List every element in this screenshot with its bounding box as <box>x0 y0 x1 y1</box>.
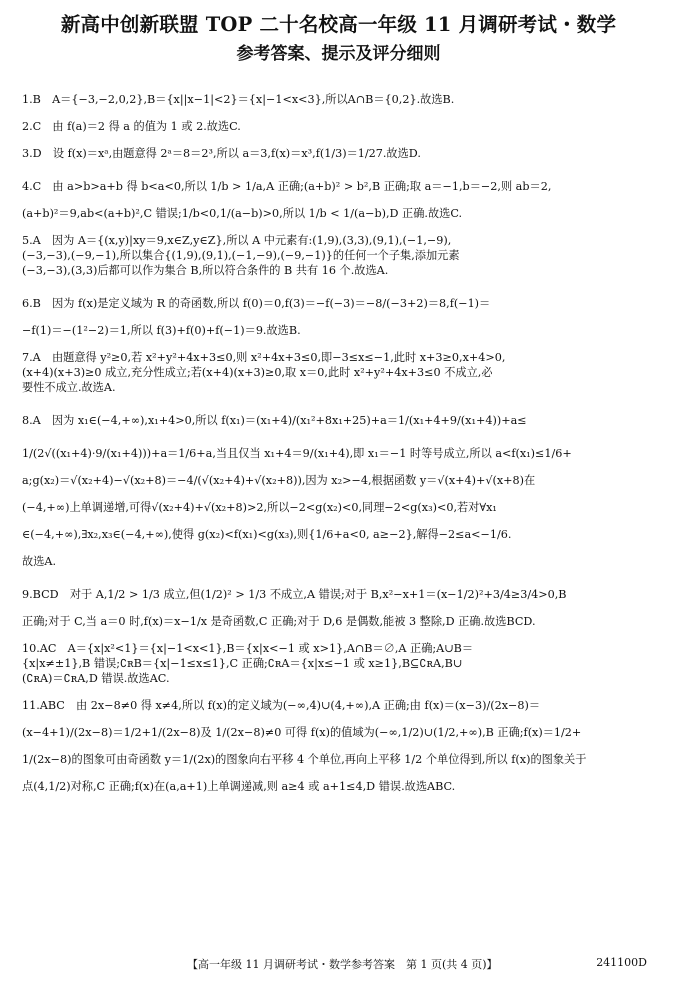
answer-line: 9.BCD 对于 A,1/2 > 1/3 成立,但(1/2)² > 1/3 不成立,A 错误;对于 B,x²−x+1＝(x−1/2)²+3/4≥3/4>0,B <box>22 588 567 601</box>
answer-item <box>22 119 655 134</box>
answer-item <box>22 179 655 221</box>
page-subtitle: 参考答案、提示及评分细则 <box>236 44 441 64</box>
answer-item <box>22 350 655 395</box>
answers-list <box>22 92 655 794</box>
answer-line: 点(4,1/2)对称,C 正确;f(x)在(a,a+1)上单调递减,则 a≥4 或 a+1≤4,D 错误.故选ABC. <box>22 780 456 793</box>
page-title: 新高中创新联盟 TOP 二十名校高一年级 11 月调研考试・数学 <box>60 13 617 36</box>
answer-item <box>22 296 655 338</box>
answer-line: (−4,+∞)上单调递增,可得√(x₂+4)+√(x₂+8)>2,所以−2<g(x₂)<0,同理−2<g(x₃)<0,若对∀x₁ <box>22 501 497 514</box>
answer-line: 要性不成立.故选A. <box>22 381 116 394</box>
answer-line: 7.A 由题意得 y²≥0,若 x²+y²+4x+3≤0,则 x²+4x+3≤0,即−3≤x≤−1,此时 x+3≥0,x+4>0, <box>22 351 506 364</box>
answer-line: −f(1)＝−(1²−2)＝1,所以 f(3)+f(0)+f(−1)＝9.故选B. <box>22 324 301 337</box>
answer-item <box>22 698 655 794</box>
answer-line: 1/(2x−8)的图象可由奇函数 y＝1/(2x)的图象向右平移 4 个单位,再向上平移 1/2 个单位得到,所以 f(x)的图象关于 <box>22 753 587 766</box>
answer-line: (−3,−3),(−9,−1),所以集合{(1,9),(9,1),(−1,−9),(−9,−1)}的任何一个子集,添加元素 <box>22 249 460 262</box>
answer-item <box>22 641 655 686</box>
answer-item <box>22 92 655 107</box>
answer-line: 正确;对于 C,当 a＝0 时,f(x)＝x−1/x 是奇函数,C 正确;对于 D,6 是偶数,能被 3 整除,D 正确.故选BCD. <box>22 615 536 628</box>
answer-item <box>22 146 655 161</box>
answer-line: 11.ABC 由 2x−8≠0 得 x≠4,所以 f(x)的定义域为(−∞,4)∪(4,+∞),A 正确;由 f(x)＝(x−3)/(2x−8)＝ <box>22 699 541 712</box>
answer-line: 5.A 因为 A＝{(x,y)|xy＝9,x∈Z,y∈Z},所以 A 中元素有:(1,9),(3,3),(9,1),(−1,−9), <box>22 234 452 247</box>
answer-line: 3.D 设 f(x)＝xᵃ,由题意得 2ᵃ＝8＝2³,所以 a＝3,f(x)＝x³,f(1/3)＝1/27.故选D. <box>22 147 421 160</box>
answer-line: (x−4+1)/(2x−8)＝1/2+1/(2x−8)及 1/(2x−8)≠0 可得 f(x)的值域为(−∞,1/2)∪(1/2,+∞),B 正确;f(x)＝1/2+ <box>22 726 582 739</box>
answer-line: 1.B A＝{−3,−2,0,2},B＝{x||x−1|<2}＝{x|−1<x<3},所以A∩B＝{0,2}.故选B. <box>22 93 455 106</box>
answer-line: {x|x≠±1},B 错误;∁ʀB＝{x|−1≤x≤1},C 正确;∁ʀA＝{x|x≤−1 或 x≥1},B⊆∁ʀA,B∪ <box>22 657 463 670</box>
answer-line: 10.AC A＝{x|x²<1}＝{x|−1<x<1},B＝{x|x<−1 或 x>1},A∩B＝∅,A 正确;A∪B＝ <box>22 642 474 655</box>
answer-line: 4.C 由 a>b>a+b 得 b<a<0,所以 1/b > 1/a,A 正确;(a+b)² > b²,B 正确;取 a＝−1,b＝−2,则 ab＝2, <box>22 180 552 193</box>
answer-line: (−3,−3),(3,3)后都可以作为集合 B,所以符合条件的 B 共有 16 个.故选A. <box>22 264 389 277</box>
answer-item <box>22 587 655 629</box>
answer-line: ∈(−4,+∞),∃x₂,x₃∈(−4,+∞),使得 g(x₂)<f(x₁)<g(x₃),则{1/6+a<0, a≥−2},解得−2≤a<−1/6. <box>22 528 512 541</box>
answer-line: (a+b)²＝9,ab<(a+b)²,C 错误;1/b<0,1/(a−b)>0,所以 1/b < 1/(a−b),D 正确.故选C. <box>22 207 463 220</box>
footer-page-info: 【高一年级 11 月调研考试・数学参考答案 第 1 页(共 4 页)】 <box>187 958 498 971</box>
answer-line: 1/(2√((x₁+4)·9/(x₁+4)))+a＝1/6+a,当且仅当 x₁+4＝9/(x₁+4),即 x₁＝−1 时等号成立,所以 a<f(x₁)≤1/6+ <box>22 447 572 460</box>
answer-line: 2.C 由 f(a)＝2 得 a 的值为 1 或 2.故选C. <box>22 120 241 133</box>
answer-item <box>22 233 655 278</box>
answer-line: (∁ʀA)＝∁ʀA,D 错误.故选AC. <box>22 672 170 685</box>
answer-line: 6.B 因为 f(x)是定义域为 R 的奇函数,所以 f(0)＝0,f(3)＝−f(−3)＝−8/(−3+2)＝8,f(−1)＝ <box>22 297 491 310</box>
answer-line: (x+4)(x+3)≥0 成立,充分性成立;若(x+4)(x+3)≥0,取 x＝0,此时 x²+y²+4x+3≤0 不成立,必 <box>22 366 493 379</box>
answer-line: 8.A 因为 x₁∈(−4,+∞),x₁+4>0,所以 f(x₁)＝(x₁+4)/(x₁²+8x₁+25)+a＝1/(x₁+4+9/(x₁+4))+a≤ <box>22 414 527 427</box>
footer-code: 241100D <box>596 956 647 969</box>
answer-line: 故选A. <box>22 555 57 568</box>
answer-item <box>22 413 655 569</box>
answer-line: a;g(x₂)＝√(x₂+4)−√(x₂+8)＝−4/(√(x₂+4)+√(x₂+8)),因为 x₂>−4,根据函数 y＝√(x+4)+√(x+8)在 <box>22 474 536 487</box>
